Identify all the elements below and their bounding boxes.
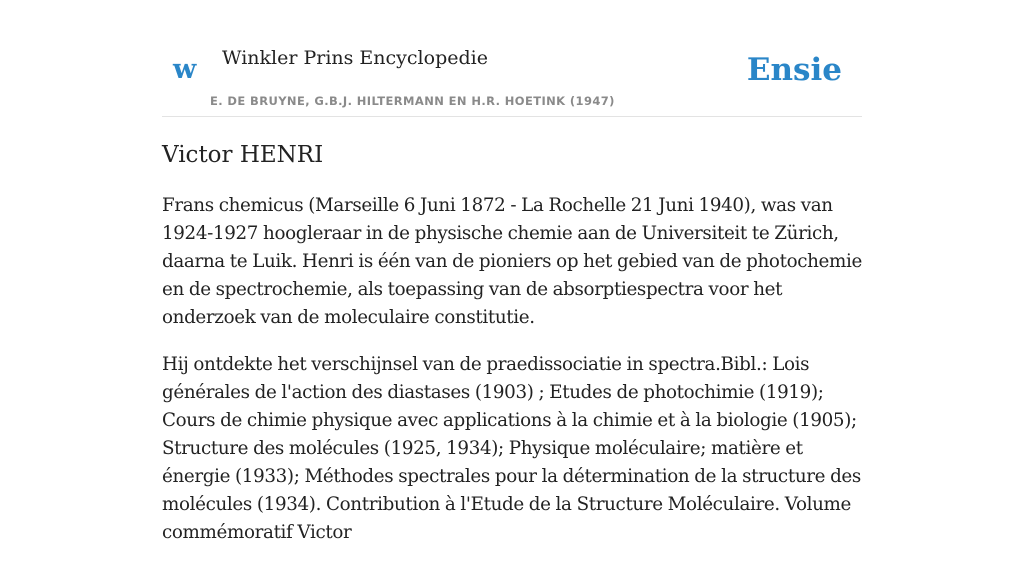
source-title[interactable]: Winkler Prins Encyclopedie — [222, 47, 488, 69]
source-header — [162, 0, 862, 117]
brand-logo-link[interactable]: Ensie — [746, 52, 842, 88]
article-paragraph: Frans chemicus (Marseille 6 Juni 1872 - La Rochelle 21 Juni 1940), was van 1924-1927 hoogleraar in de physische chemie aan de Universiteit te Zürich, daarna te Luik. Henri is één van de pioniers op het gebied van de photochemie en de spectrochemie, als toepassing van de absorptiespectra voor het onderzoek van de moleculaire constitutie. — [162, 195, 862, 328]
article-body — [162, 192, 862, 566]
article-paragraph: Hij ontdekte het verschijnsel van de praedissociatie in spectra.Bibl.: Lois générales de l'action des diastases (1903) ; Etudes de photochimie (1919); Cours de chimie physique avec applications à la chimie et à la biologie (1905); Structure des molécules (1925, 1934); Physique moléculaire; matière et énergie (1933); Méthodes spectrales pour la détermination de la structure des molécules (1934). Contribution à l'Etude de la Structure Moléculaire. Volume commémoratif Victor — [162, 354, 861, 543]
source-logo[interactable]: w — [173, 54, 197, 85]
source-authors: E. DE BRUYNE, G.B.J. HILTERMANN EN H.R. HOETINK (1947) — [210, 94, 615, 108]
page — [162, 0, 862, 543]
article-title: Victor HENRI — [162, 142, 324, 168]
